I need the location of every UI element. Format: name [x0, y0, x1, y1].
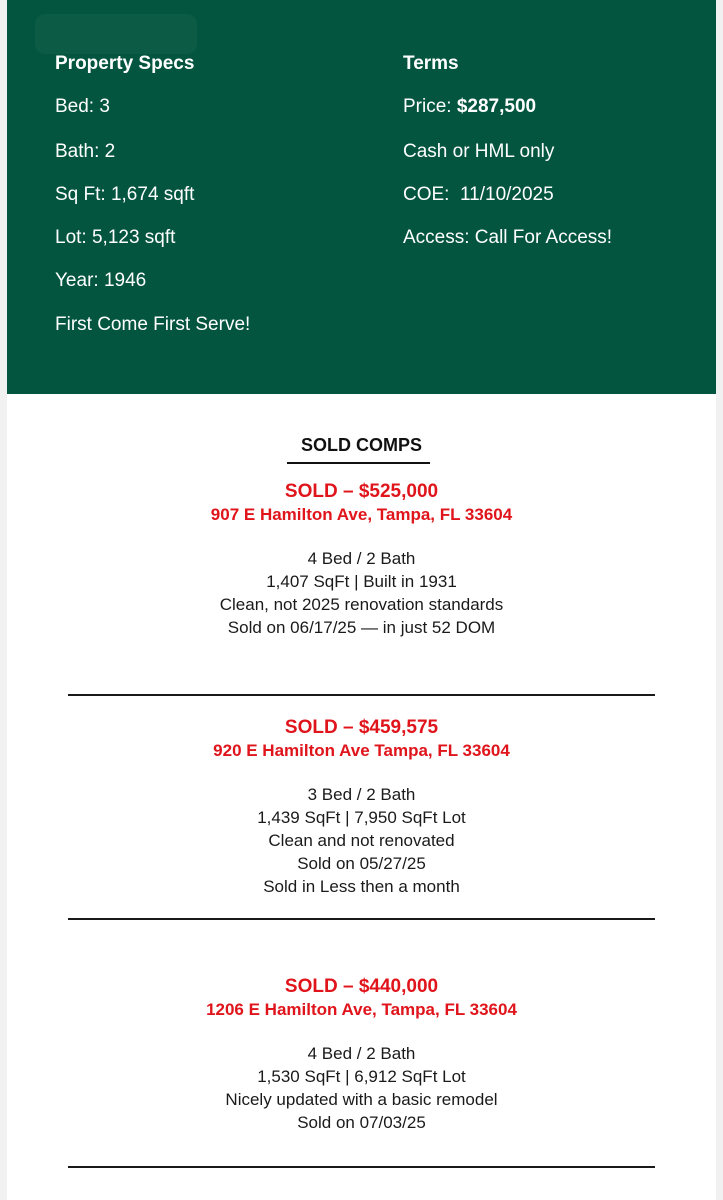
comp-sold-price: SOLD – $440,000 [284, 976, 439, 997]
terms-price [403, 95, 536, 119]
comp-detail: Sold in Less then a month [263, 877, 460, 896]
comp-detail: 1,530 SqFt | 6,912 SqFt Lot [257, 1067, 466, 1086]
comp-sold-price: SOLD – $459,575 [284, 717, 439, 738]
comp-divider [68, 1166, 655, 1168]
comp-address: 920 E Hamilton Ave Tampa, FL 33604 [213, 741, 510, 760]
property-header [7, 0, 716, 394]
blurred-highlight [35, 14, 197, 54]
listing-card [7, 0, 716, 1200]
sold-comps-underline [287, 462, 430, 464]
terms-access: Access: Call For Access! [403, 227, 613, 248]
comp-detail: Clean, not 2025 renovation standards [219, 595, 504, 614]
comp-detail: Nicely updated with a basic remodel [225, 1090, 498, 1109]
comp-detail: 1,439 SqFt | 7,950 SqFt Lot [257, 808, 466, 827]
spec-lot: Lot: 5,123 sqft [55, 227, 176, 248]
comp-divider [68, 918, 655, 920]
price-label: Price: [403, 96, 457, 117]
comp-card [7, 716, 716, 898]
spec-note: First Come First Serve! [55, 314, 251, 335]
comp-detail: Sold on 07/03/25 [297, 1113, 426, 1132]
spec-bath: Bath: 2 [55, 141, 116, 162]
terms-financing: Cash or HML only [403, 141, 555, 162]
comp-detail: 1,407 SqFt | Built in 1931 [266, 572, 457, 591]
comp-detail: 3 Bed / 2 Bath [307, 785, 416, 804]
sold-comps-title: SOLD COMPS [300, 435, 422, 455]
property-specs-title: Property Specs [55, 53, 195, 74]
terms-title: Terms [403, 53, 459, 74]
comp-divider [68, 694, 655, 696]
comp-detail: Sold on 05/27/25 [297, 854, 426, 873]
spec-sqft: Sq Ft: 1,674 sqft [55, 184, 195, 205]
comp-detail: 4 Bed / 2 Bath [307, 1044, 416, 1063]
comp-sold-price: SOLD – $525,000 [284, 481, 439, 502]
comp-detail: 4 Bed / 2 Bath [307, 549, 416, 568]
comp-detail: Clean and not renovated [268, 831, 455, 850]
price-value: $287,500 [456, 96, 537, 117]
comp-card [7, 480, 716, 639]
comp-address: 907 E Hamilton Ave, Tampa, FL 33604 [210, 505, 513, 524]
terms-coe: COE: 11/10/2025 [403, 184, 554, 205]
comp-address: 1206 E Hamilton Ave, Tampa, FL 33604 [206, 1000, 517, 1019]
spec-year: Year: 1946 [55, 270, 147, 291]
comp-detail: Sold on 06/17/25 — in just 52 DOM [227, 618, 496, 637]
spec-bed: Bed: 3 [55, 96, 110, 117]
comp-card [7, 975, 716, 1134]
